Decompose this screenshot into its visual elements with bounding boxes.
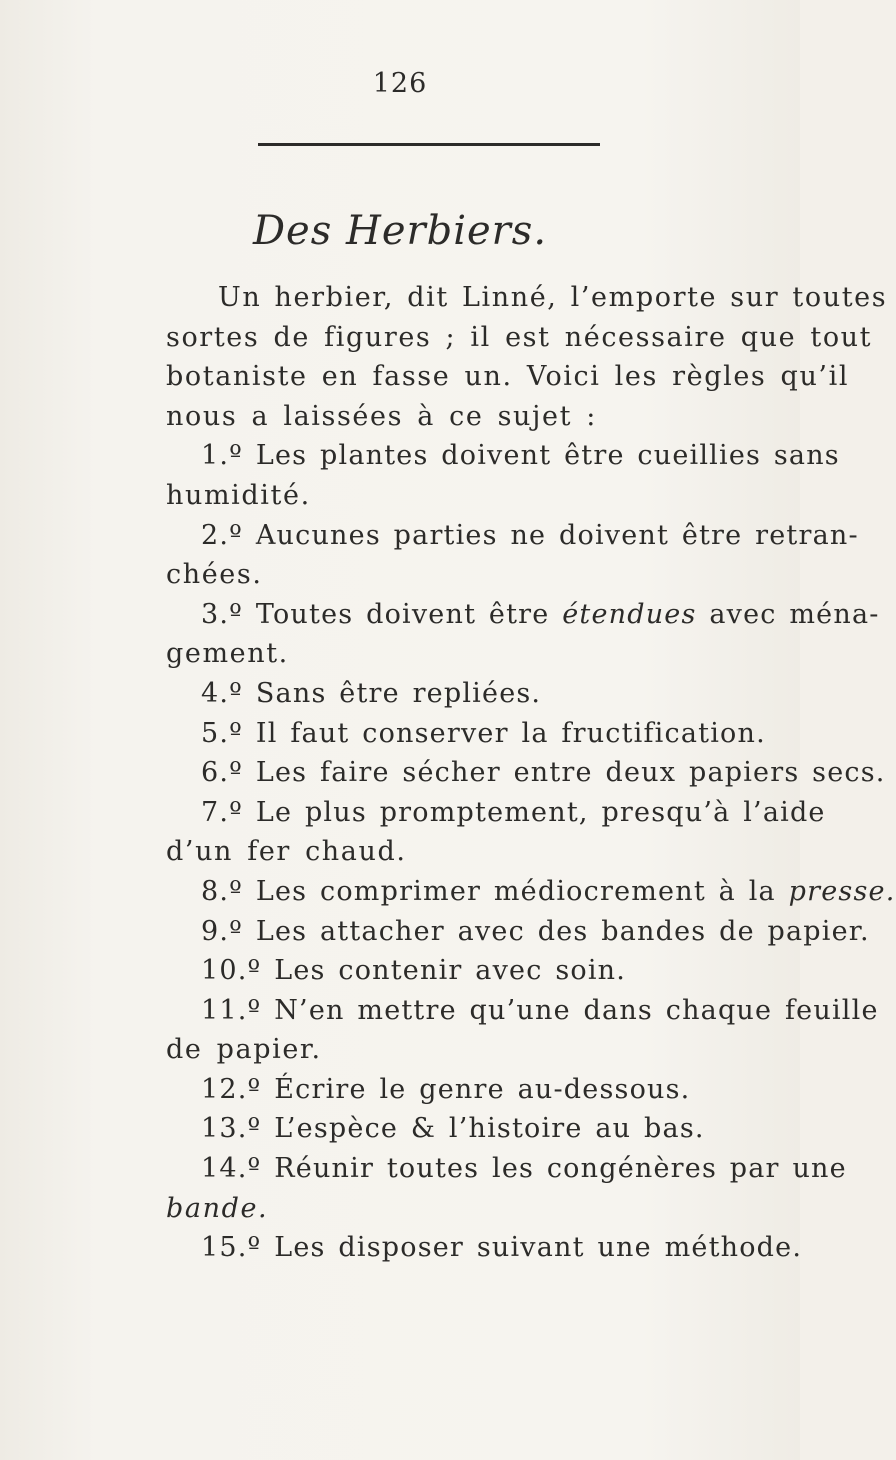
rule-item: 6.º Les faire sécher entre deux papiers secs. [201, 757, 886, 789]
rule-item: 10.º Les contenir avec soin. [201, 955, 627, 987]
rule-item: 12.º Écrire le genre au-dessous. [201, 1073, 691, 1105]
rule-item: 3.º Toutes doivent être étendues avec ména- [201, 598, 880, 630]
text-line: chées. [166, 559, 263, 591]
rule-item: 4.º Sans être repliées. [201, 677, 542, 709]
text-line: sortes de figures ; il est nécessaire que tout [166, 321, 873, 353]
page-number: 126 [372, 68, 428, 99]
text-line: humidité. [166, 479, 311, 511]
header-rule [258, 143, 600, 146]
rule-item: 8.º Les comprimer médiocrement à la presse. [201, 875, 896, 907]
text-line: d’un fer chaud. [166, 836, 407, 868]
chapter-title: Des Herbiers. [252, 208, 548, 254]
text-line: bande. [166, 1192, 269, 1224]
rule-item: 11.º N’en mettre qu’une dans chaque feuille [201, 994, 879, 1026]
rule-item: 15.º Les disposer suivant une méthode. [201, 1232, 803, 1264]
text-line: Un herbier, dit Linné, l’emporte sur toutes [218, 282, 888, 313]
rule-item: 5.º Il faut conserver la fructification. [201, 717, 766, 749]
text-line: gement. [166, 638, 289, 670]
rule-item: 9.º Les attacher avec des bandes de papier. [201, 915, 870, 947]
text-line: nous a laissées à ce sujet : [166, 400, 597, 432]
text-line: de papier. [166, 1034, 322, 1066]
rule-item: 14.º Réunir toutes les congénères par une [201, 1153, 847, 1185]
text-line: botaniste en fasse un. Voici les règles qu’il [166, 361, 850, 393]
rule-item: 7.º Le plus promptement, presqu’à l’aide [201, 796, 826, 828]
rule-item: 13.º L’espèce & l’histoire au bas. [201, 1113, 705, 1145]
rule-item: 1.º Les plantes doivent être cueillies sans [201, 440, 840, 472]
rule-item: 2.º Aucunes parties ne doivent être retran- [201, 519, 859, 551]
body-text [166, 278, 896, 1268]
